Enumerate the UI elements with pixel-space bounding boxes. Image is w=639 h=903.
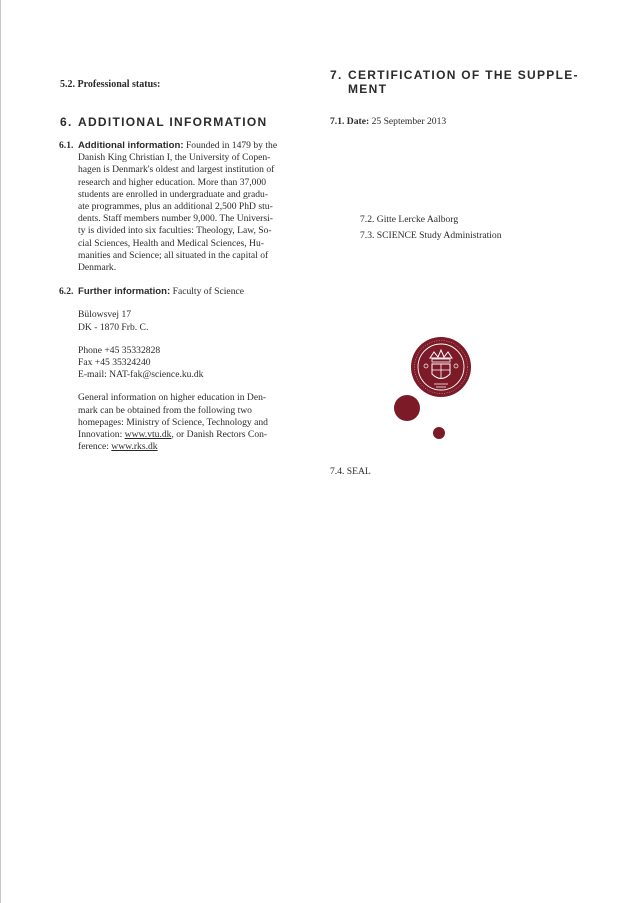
- section-6-heading: [60, 115, 296, 129]
- seal-dot-small: [433, 427, 445, 439]
- professional-status-label: 5.2. Professional status:: [60, 79, 161, 90]
- item-6-1-text: Founded in 1479 by the: [185, 140, 278, 151]
- item-7-3: 7.3. SCIENCE Study Administration: [360, 230, 502, 241]
- date-label: Date:: [346, 116, 370, 127]
- section-7-heading: [330, 68, 580, 96]
- item-6-2-label: Further information:: [78, 286, 171, 298]
- item-7-4: 7.4. SEAL: [330, 466, 371, 477]
- item-7-1-number: 7.1.: [330, 116, 345, 127]
- general-info-fragment: , or Danish Rectors Con-: [171, 429, 268, 441]
- general-info-text: General information on higher education in Den-: [78, 392, 267, 404]
- vtu-link[interactable]: www.vtu.dk: [124, 429, 172, 441]
- section-7-title: CERTIFICATION OF THE SUPPLE-: [348, 68, 579, 82]
- section-7-title-cont: MENT: [348, 82, 388, 96]
- date-value: 25 September 2013: [371, 116, 447, 127]
- seal-area: [392, 336, 472, 446]
- item-7-2: 7.2. Gitte Lercke Aalborg: [360, 214, 459, 225]
- item-6-1-text: Danish King Christian I, the University of Copen-: [78, 152, 271, 164]
- section-6-title: ADDITIONAL INFORMATION: [78, 115, 268, 129]
- fax-number: Fax +45 35324240: [78, 357, 151, 369]
- item-6-2: [60, 286, 296, 298]
- rks-link[interactable]: www.rks.dk: [111, 441, 158, 453]
- item-6-1-text: cial Sciences, Health and Medical Sciences, Hu-: [78, 237, 264, 249]
- general-info-fragment: Innovation:: [78, 429, 125, 441]
- address-street: Bülowsvej 17: [78, 309, 132, 321]
- seal-dot-large: [394, 395, 420, 421]
- general-info-text: mark can be obtained from the following two: [78, 404, 252, 416]
- section-7-number: 7.: [330, 68, 343, 82]
- item-7-1: [330, 116, 580, 128]
- phone-number: Phone +45 35332828: [78, 344, 161, 356]
- item-6-1: [60, 140, 296, 274]
- general-info-fragment: ference:: [78, 441, 112, 453]
- university-seal-icon: [410, 336, 472, 398]
- section-6-number: 6.: [60, 115, 73, 129]
- left-column: [60, 78, 296, 453]
- general-info-text: homepages: Ministry of Science, Technology and: [78, 416, 268, 428]
- item-6-1-text: ty is divided into six faculties: Theology, Law, So-: [78, 225, 272, 237]
- address-block: [60, 309, 296, 333]
- general-info-block: [60, 392, 296, 453]
- right-column: [330, 68, 580, 477]
- item-6-2-number: 6.2.: [59, 286, 74, 298]
- address-city: DK - 1870 Frb. C.: [78, 321, 149, 333]
- item-6-1-text: students are enrolled in undergraduate and gradu-: [78, 188, 269, 200]
- item-6-1-number: 6.1.: [59, 140, 74, 151]
- item-6-2-value: Faculty of Science: [172, 286, 245, 298]
- item-6-1-text: Denmark.: [78, 262, 117, 274]
- email-address: E-mail: NAT-fak@science.ku.dk: [78, 369, 204, 381]
- item-6-1-label: Additional information:: [78, 140, 184, 151]
- item-6-1-text: ate programmes, plus an additional 2,500 PhD stu-: [78, 201, 273, 213]
- contact-block: [60, 345, 296, 382]
- general-info-text: [78, 441, 296, 453]
- general-info-text: [78, 429, 296, 441]
- item-6-1-text: dents. Staff members number 9,000. The Universi-: [78, 213, 273, 225]
- item-6-1-text: hagen is Denmark's oldest and largest institution of: [78, 164, 275, 176]
- item-6-1-text: manities and Science; all situated in the capital of: [78, 249, 269, 261]
- item-6-1-text: research and higher education. More than 37,000: [78, 176, 267, 188]
- page-edge: [0, 0, 1, 903]
